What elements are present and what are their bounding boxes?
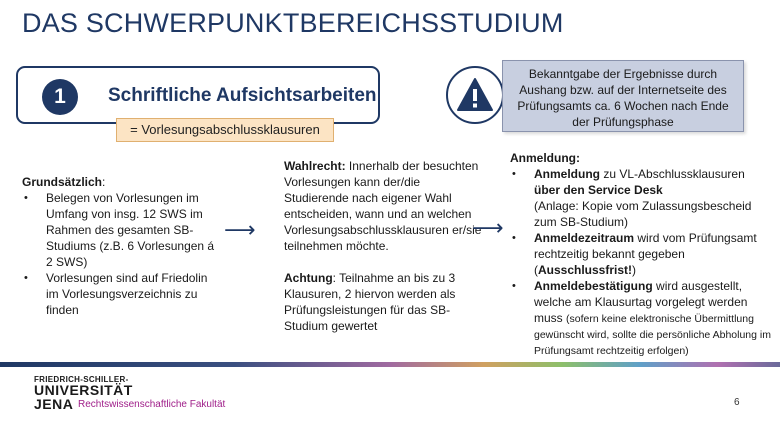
list-item: • Anmeldebestätigung wird ausgestellt, welche am Klausurtag vorgelegt werden muss (sofern keine elektronische Übermittlung gewünscht wird, sollte die persönliche Abholung im Prüfungsamt rechtzeitig erfolgen)	[510, 278, 772, 358]
page-number: 6	[734, 397, 740, 408]
topic-number: 1	[42, 79, 78, 115]
list-item: • Vorlesungen sind auf Friedolin im Vorlesungsverzeichnis zu finden	[22, 270, 222, 318]
university-logo-line3: JENA	[34, 396, 74, 412]
faculty-name: Rechtswissenschaftliche Fakultät	[78, 399, 226, 410]
achtung-paragraph: Achtung: Teilnahme an bis zu 3 Klausuren, 2 hiervon werden als Prüfungsleistungen für das SB-Studium gewertet	[284, 271, 456, 333]
topic-tag: = Vorlesungsabschlussklausuren	[116, 118, 334, 142]
anmeldung-heading: Anmeldung:	[510, 151, 580, 165]
warning-triangle-icon	[456, 76, 494, 114]
list-item: • Anmeldung zu VL-Abschlussklausuren über den Service Desk (Anlage: Kopie vom Zulassungsbescheid zum SB-Studium)	[510, 166, 772, 230]
wahlrecht-paragraph: Wahlrecht: Innerhalb der besuchten Vorlesungen kann der/die Studierende nach eigener Wahl entscheiden, wann und an welchen Vorlesungsabschlussklausuren er/sie teilnehmen möchte.	[284, 159, 482, 253]
grundsaetzlich-list	[22, 190, 222, 318]
slide-title: DAS SCHWERPUNKTBEREICHSSTUDIUM	[22, 8, 564, 38]
grundsaetzlich-heading: Grundsätzlich:	[22, 175, 106, 189]
warning-circle	[446, 66, 504, 124]
footer	[0, 367, 780, 422]
list-item: • Anmeldezeitraum wird vom Prüfungsamt rechtzeitig bekannt gegeben (Ausschlussfrist!)	[510, 230, 772, 278]
topic-title: Schriftliche Aufsichtsarbeiten	[108, 85, 377, 106]
university-logo-line1: FRIEDRICH-SCHILLER-	[34, 375, 129, 384]
university-logo-line2: UNIVERSITÄT	[34, 382, 133, 398]
topic-box	[16, 66, 380, 124]
arrow-right-icon: ⟶	[224, 218, 256, 243]
list-item: • Belegen von Vorlesungen im Umfang von insg. 12 SWS im Rahmen des gesamten SB-Studiums (z.B. 6 Vorlesungen á 2 SWS)	[22, 190, 222, 270]
results-info-box: Bekanntgabe der Ergebnisse durch Aushang bzw. auf der Internetseite des Prüfungsamts ca. 6 Wochen nach Ende der Prüfungsphase	[502, 60, 744, 132]
anmeldung-list	[510, 166, 772, 358]
arrow-right-icon: ⟶	[472, 216, 504, 241]
wahlrecht-column	[284, 158, 484, 334]
anmeldung-column	[510, 150, 772, 358]
grundsaetzlich-column	[22, 174, 222, 318]
